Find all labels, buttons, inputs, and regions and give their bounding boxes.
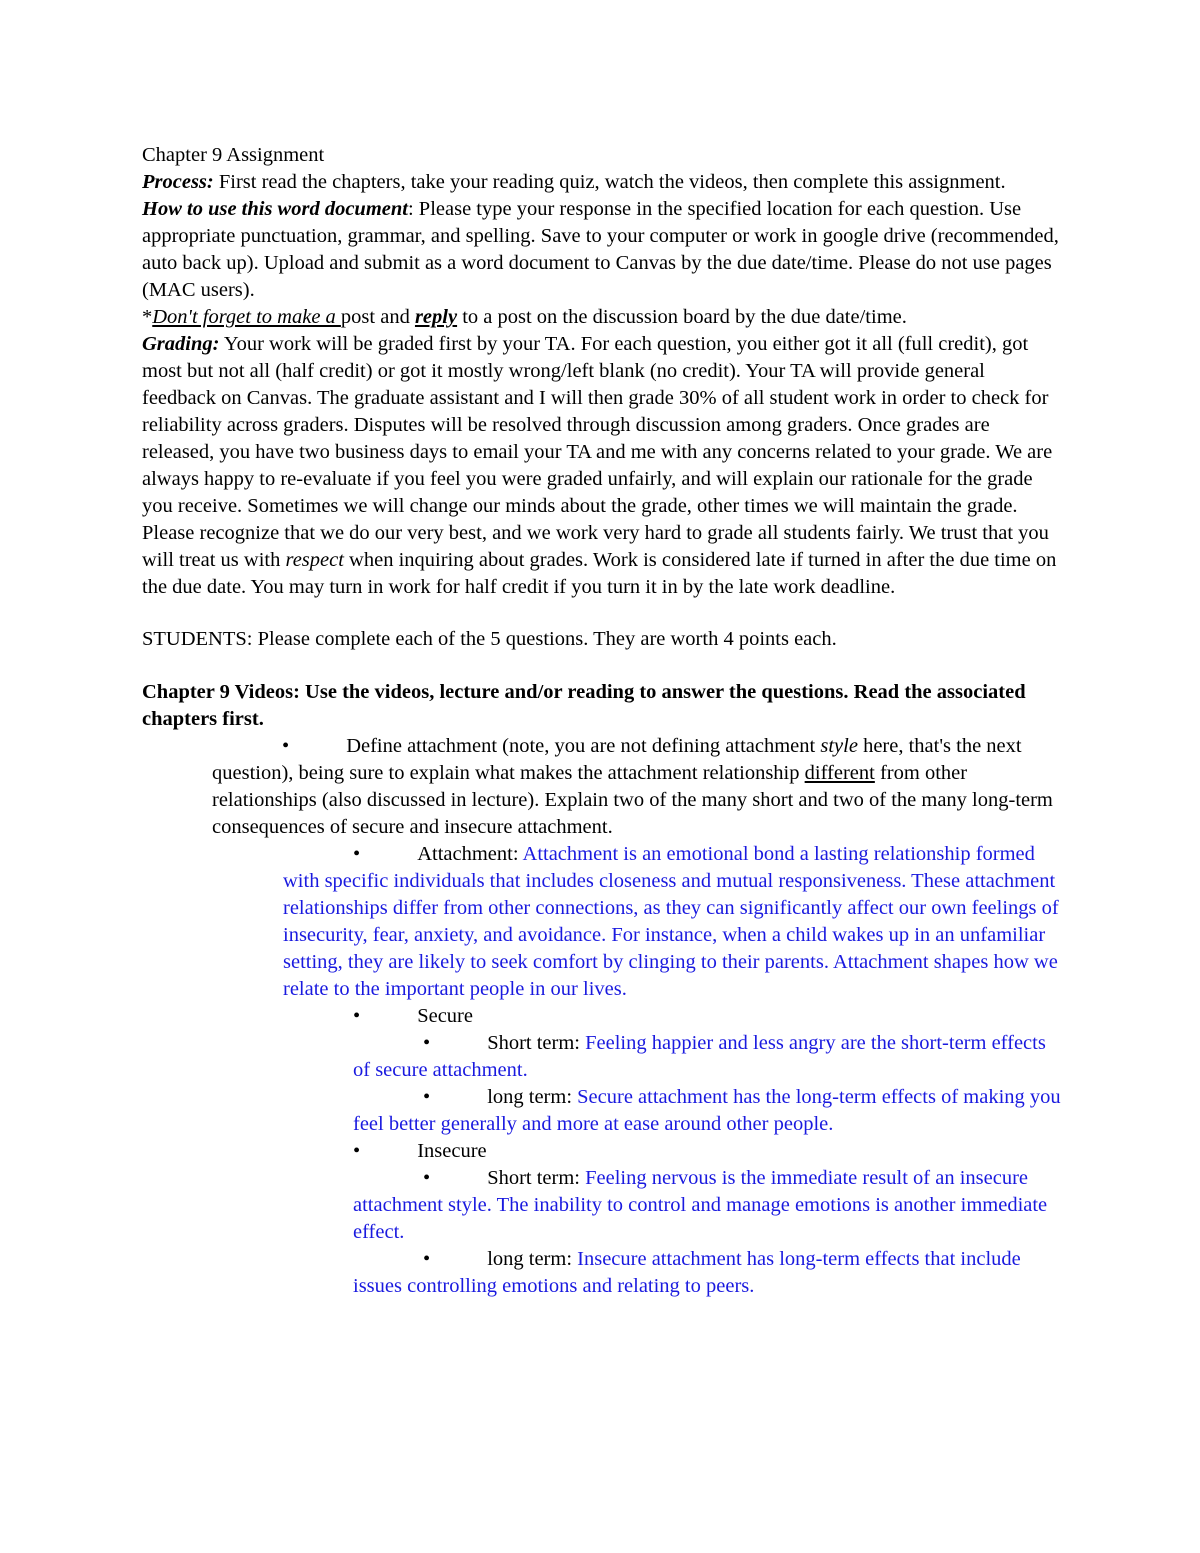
reminder-reply: reply — [414, 306, 458, 328]
answer-attachment — [283, 841, 1062, 1003]
secure-short-answer: Feeling happier and less angry are the short-term effects of secure attachment. — [353, 1032, 1046, 1081]
insecure-long-label: long term: — [487, 1248, 578, 1270]
how-to-text: : Please type your response in the specified location for each question. Use appropriate punctuation, grammar, and spelling. Save to your computer or work in google drive (recommended, auto back up). Upload and submit as a word document to Canvas by the due date/time. Please do not use pages (MAC users). — [142, 198, 1059, 301]
bullet-icon: • — [353, 1005, 361, 1027]
reminder-emphasis: Don't forget to make a — [152, 306, 341, 328]
question-1-text-c: from other relationships (also discussed in lecture). Explain two of the many short and two of the many long-term consequences of secure and insecure attachment. — [212, 762, 1053, 838]
attachment-label: Attachment: — [417, 843, 523, 865]
question-1-text-b: here, that's the next question), being sure to explain what makes the attachment relationship — [212, 735, 1022, 784]
insecure-label: Insecure — [417, 1140, 487, 1162]
question-1-text-a: Define attachment (note, you are not defining attachment — [346, 735, 821, 757]
bullet-icon: • — [353, 1140, 361, 1162]
students-note: STUDENTS: Please complete each of the 5 questions. They are worth 4 points each. — [142, 628, 837, 650]
insecure-heading — [353, 1138, 1062, 1165]
document-body — [142, 142, 1062, 1300]
secure-short-term — [353, 1030, 1062, 1084]
process-label: Process: — [142, 171, 214, 193]
attachment-answer: Attachment is an emotional bond a lasting relationship formed with specific individuals that includes closeness and mutual responsiveness. These attachment relationships differ from other connections, as they can significantly affect our own feelings of insecurity, fear, anxiety, and avoidance. For instance, when a child wakes up in an unfamiliar setting, they are likely to seek comfort by clinging to their parents. Attachment shapes how we relate to the important people in our lives. — [283, 843, 1059, 1000]
secure-long-label: long term: — [487, 1086, 578, 1108]
reminder-paragraph — [142, 304, 1062, 331]
how-to-label: How to use this word document — [142, 198, 408, 220]
document-title: Chapter 9 Assignment — [142, 144, 325, 166]
how-to-paragraph — [142, 196, 1062, 304]
secure-long-term — [353, 1084, 1062, 1138]
grading-text-b: when inquiring about grades. Work is considered late if turned in after the due time on the due date. You may turn in work for half credit if you turn it in by the late work deadline. — [142, 549, 1057, 598]
secure-label: Secure — [417, 1005, 473, 1027]
section-heading: Chapter 9 Videos: Use the videos, lecture and/or reading to answer the questions. Read the associated chapters first. — [142, 681, 1026, 730]
bullet-icon: • — [282, 735, 290, 757]
grading-paragraph — [142, 331, 1062, 601]
secure-long-answer: Secure attachment has the long-term effects of making you feel better generally and more at ease around other people. — [353, 1086, 1061, 1135]
insecure-long-term — [353, 1246, 1062, 1300]
insecure-short-label: Short term: — [487, 1167, 586, 1189]
grading-respect: respect — [285, 549, 344, 571]
insecure-short-answer: Feeling nervous is the immediate result of an insecure attachment style. The inability to control and manage emotions is another immediate effect. — [353, 1167, 1048, 1243]
question-1-different: different — [804, 762, 875, 784]
process-paragraph — [142, 169, 1062, 196]
grading-label: Grading: — [142, 333, 220, 355]
question-1 — [212, 733, 1062, 841]
question-1-style: style — [820, 735, 858, 757]
bullet-icon: • — [423, 1032, 431, 1054]
bullet-icon: • — [423, 1248, 431, 1270]
secure-short-label: Short term: — [487, 1032, 586, 1054]
bullet-icon: • — [423, 1086, 431, 1108]
insecure-short-term — [353, 1165, 1062, 1246]
reminder-star: * — [142, 306, 153, 328]
reminder-tail: to a post on the discussion board by the due date/time. — [457, 306, 907, 328]
secure-heading — [353, 1003, 1062, 1030]
bullet-icon: • — [423, 1167, 431, 1189]
reminder-mid: post and — [340, 306, 415, 328]
insecure-long-answer: Insecure attachment has long-term effects that include issues controlling emotions and relating to peers. — [353, 1248, 1021, 1297]
grading-text-a: Your work will be graded first by your TA. For each question, you either got it all (full credit), got most but not all (half credit) or got it mostly wrong/left blank (no credit). Your TA will provide general feedback on Canvas. The graduate assistant and I will then grade 30% of all student work in order to check for reliability across graders. Disputes will be resolved through discussion among graders. Once grades are released, you have two business days to email your TA and me with any concerns related to your grade. We are always happy to re-evaluate if you feel you were graded unfairly, and will explain our rationale for the grade you receive. Sometimes we will change our minds about the grade, other times we will maintain the grade. Please recognize that we do our very best, and we work very hard to grade all students fairly. We trust that you will treat us with — [142, 333, 1053, 571]
bullet-icon: • — [353, 843, 361, 865]
process-text: First read the chapters, take your reading quiz, watch the videos, then complete this assignment. — [213, 171, 1006, 193]
